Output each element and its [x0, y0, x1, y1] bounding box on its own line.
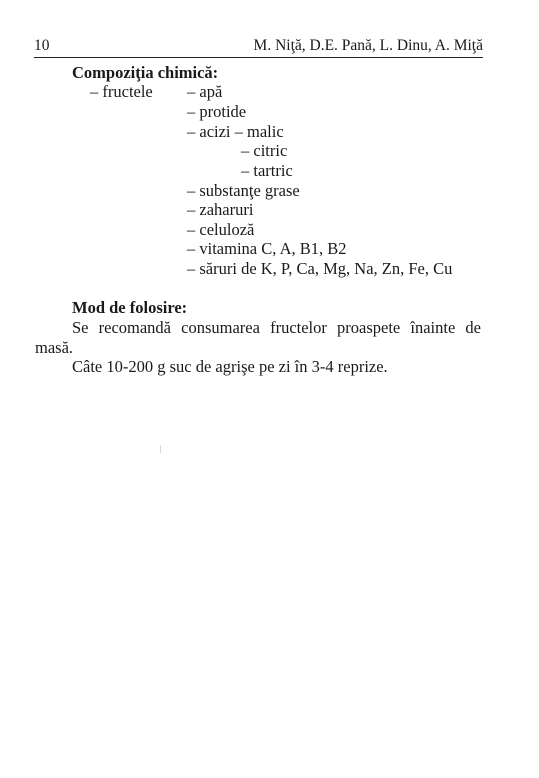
fruit-item-label: – fructele — [90, 82, 153, 101]
component-tartaric-acid: – tartric — [241, 161, 293, 180]
usage-paragraph-2: Câte 10-200 g suc de agrişe pe zi în 3-4 reprize. — [72, 357, 388, 376]
component-minerals: – săruri de K, P, Ca, Mg, Na, Zn, Fe, Cu — [187, 259, 453, 278]
component-vitamins: – vitamina C, A, B1, B2 — [187, 239, 347, 258]
component-cellulose: – celuloză — [187, 220, 255, 239]
component-citric-acid: – citric — [241, 141, 288, 160]
usage-paragraph-line-2: masă. — [35, 338, 74, 357]
component-fats: – substanţe grase — [187, 181, 300, 200]
usage-paragraph-line-1: Se recomandă consumarea fructelor proaspete înainte de — [72, 318, 481, 337]
composition-heading: Compoziţia chimică: — [72, 63, 219, 82]
component-water: – apă — [187, 82, 223, 101]
scan-speck — [160, 445, 161, 453]
component-sugars: – zaharuri — [187, 200, 254, 219]
component-acids-malic: – acizi – malic — [187, 122, 284, 141]
usage-heading: Mod de folosire: — [72, 298, 188, 317]
header-authors: M. Niţă, D.E. Pană, L. Dinu, A. Miţă — [253, 37, 483, 54]
page-number: 10 — [34, 37, 50, 54]
running-header — [34, 33, 483, 58]
component-proteins: – protide — [187, 102, 247, 121]
